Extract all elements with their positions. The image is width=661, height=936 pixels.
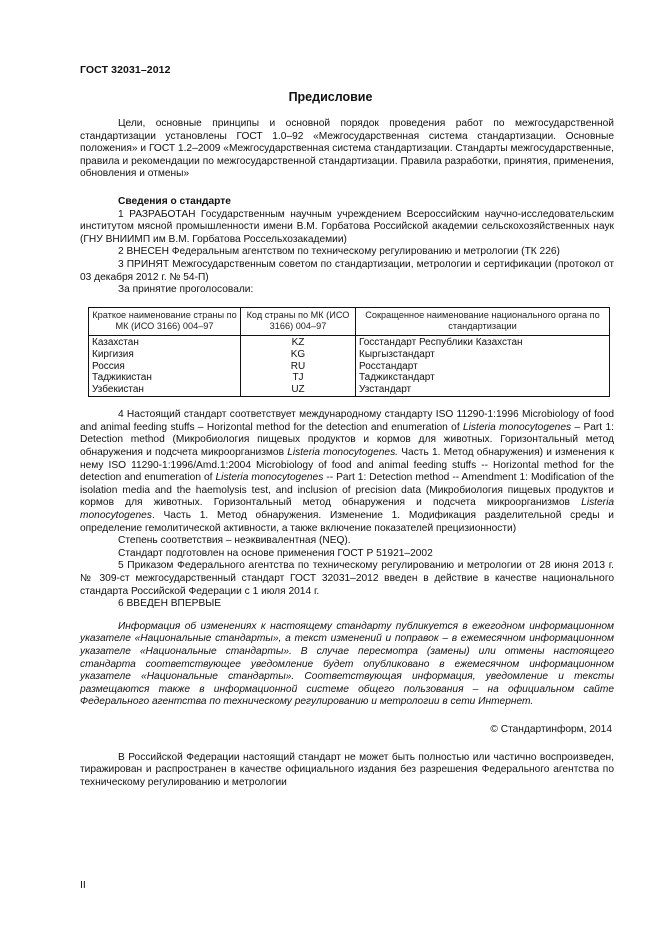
copyright-notice: © Стандартинформ, 2014 <box>490 723 612 735</box>
item-developed: 1 РАЗРАБОТАН Государственным научным учреждением Всероссийским научно-исследовательским институтом мясной промышленности имени В.М. Горбатова Российской академии сельскохозяйственных наук (ГНУ ВНИИМП им В.М. Горбатова Россельхозакадемии) <box>80 208 614 245</box>
document-id: ГОСТ 32031–2012 <box>80 64 171 76</box>
table-row <box>89 349 610 361</box>
cell-code: TJ <box>241 372 356 384</box>
document-body <box>80 118 614 789</box>
cell-code: KZ <box>241 336 356 349</box>
cell-body: Росстандарт <box>356 361 610 373</box>
cell-body: Кыргызстандарт <box>356 349 610 361</box>
table-row <box>89 336 610 349</box>
header-country: Краткое наименование страны по МК (ИСО 3166) 004–97 <box>89 307 241 336</box>
header-code: Код страны по МК (ИСО 3166) 004–97 <box>241 307 356 336</box>
countries-table <box>88 307 610 398</box>
reproduction-notice: В Российской Федерации настоящий стандарт не может быть полностью или частично воспроизведен, тиражирован и распространен в качестве официального издания без разрешения Федерального агентства по техническому регулированию и метрологии <box>80 751 614 788</box>
cell-country: Киргизия <box>89 349 241 361</box>
table-row <box>89 372 610 384</box>
changes-info-text: Информация об изменениях к настоящему стандарту публикуется в ежегодном информационном указателе «Национальные стандарты», а текст изменений и поправок – в ежемесячном информационном указателе «Национальные стандарты». В случае пересмотра (замены) или отмены настоящего стандарта соответствующее уведомление будет опубликовано в ежемесячном информационном указателе «Национальные стандарты». Соответствующая информация, уведомление и тексты размещаются также в информационной системе общего пользования – на официальном сайте Федерального агентства по техническому регулированию и метрологии в сети Интернет. <box>80 620 614 708</box>
intro-paragraph: Цели, основные принципы и основной порядок проведения работ по межгосударственной стандартизации установлены ГОСТ 1.0–92 «Межгосударственная система стандартизации. Основные положения» и ГОСТ 1.2–2009 «Межгосударственная система стандартизации. Стандарты межгосударственные, правила и рекомендации по межгосударственной стандартизации. Правила разработки, принятия, применения, обновления и отмены» <box>80 118 614 180</box>
cell-country: Таджикистан <box>89 372 241 384</box>
changes-info-note <box>80 621 614 709</box>
cell-body: Таджикстандарт <box>356 372 610 384</box>
cell-code: UZ <box>241 384 356 397</box>
conformity-degree: Степень соответствия – неэквивалентная (NEQ). <box>118 535 351 547</box>
cell-body: Госстандарт Республики Казахстан <box>356 336 610 349</box>
table-row <box>89 384 610 397</box>
standard-basis: Стандарт подготовлен на основе применения ГОСТ Р 51921–2002 <box>118 547 433 559</box>
cell-country: Узбекистан <box>89 384 241 397</box>
table-header-row <box>89 307 610 336</box>
table-row <box>89 361 610 373</box>
cell-code: KG <box>241 349 356 361</box>
header-body: Сокращенное наименование национального органа по стандартизации <box>356 307 610 336</box>
item-first-introduced: 6 ВВЕДЕН ВПЕРВЫЕ <box>118 598 222 610</box>
item-conformance: 4 Настоящий стандарт соответствует международному стандарту ISO 11290-1:1996 Microbiology of food and animal feeding stuffs – Horizontal method for the detection and enumeration of Listeria monocytogenes – Part 1: Detection method (Микробиология пищевых продуктов и кормов для животных. Горизонтальный метод обнаружения и подсчета микроорганизмов Listeria monocytogenes. Часть 1. Метод обнаружения) и изменения к нему ISO 11290-1:1996/Amd.1:2004 Microbiology of food and animal feeding stuffs -- Horizontal method for the detection and enumeration of Listeria monocytogenes -- Part 1: Detection method -- Amendment 1: Modification of the isolation media and the haemolysis test, and inclusion of precision data (Микробиология пищевых продуктов и кормов для животных. Горизонтальный метод обнаружения и подсчета микроорганизмов Listeria monocytogenes. Часть 1. Метод обнаружения. Изменение 1. Модификация разделительной среды и определение гемолитической активности, а также включение показателей прецизионности) <box>80 409 615 534</box>
cell-body: Узстандарт <box>356 384 610 397</box>
item-introduced: 2 ВНЕСЕН Федеральным агентством по техническому регулированию и метрологии (ТК 226) <box>118 246 560 258</box>
section-heading: Сведения о стандарте <box>118 195 231 207</box>
item-adopted: 3 ПРИНЯТ Межгосударственным советом по стандартизации, метрологии и сертификации (протокол от 03 декабря 2012 г. № 54-П) <box>80 258 614 283</box>
item-enacted: 5 Приказом Федерального агентства по техническому регулированию и метрологии от 28 июня 2013 г. № 309-ст межгосударственный стандарт ГОСТ 32031–2012 введен в действие в качестве национального стандарта Российской Федерации с 1 июля 2014 г. <box>80 560 614 597</box>
voted-label: За принятие проголосовали: <box>118 284 254 296</box>
cell-code: RU <box>241 361 356 373</box>
page-title: Предисловие <box>288 90 373 104</box>
page-number: II <box>80 879 86 891</box>
cell-country: Казахстан <box>89 336 241 349</box>
cell-country: Россия <box>89 361 241 373</box>
